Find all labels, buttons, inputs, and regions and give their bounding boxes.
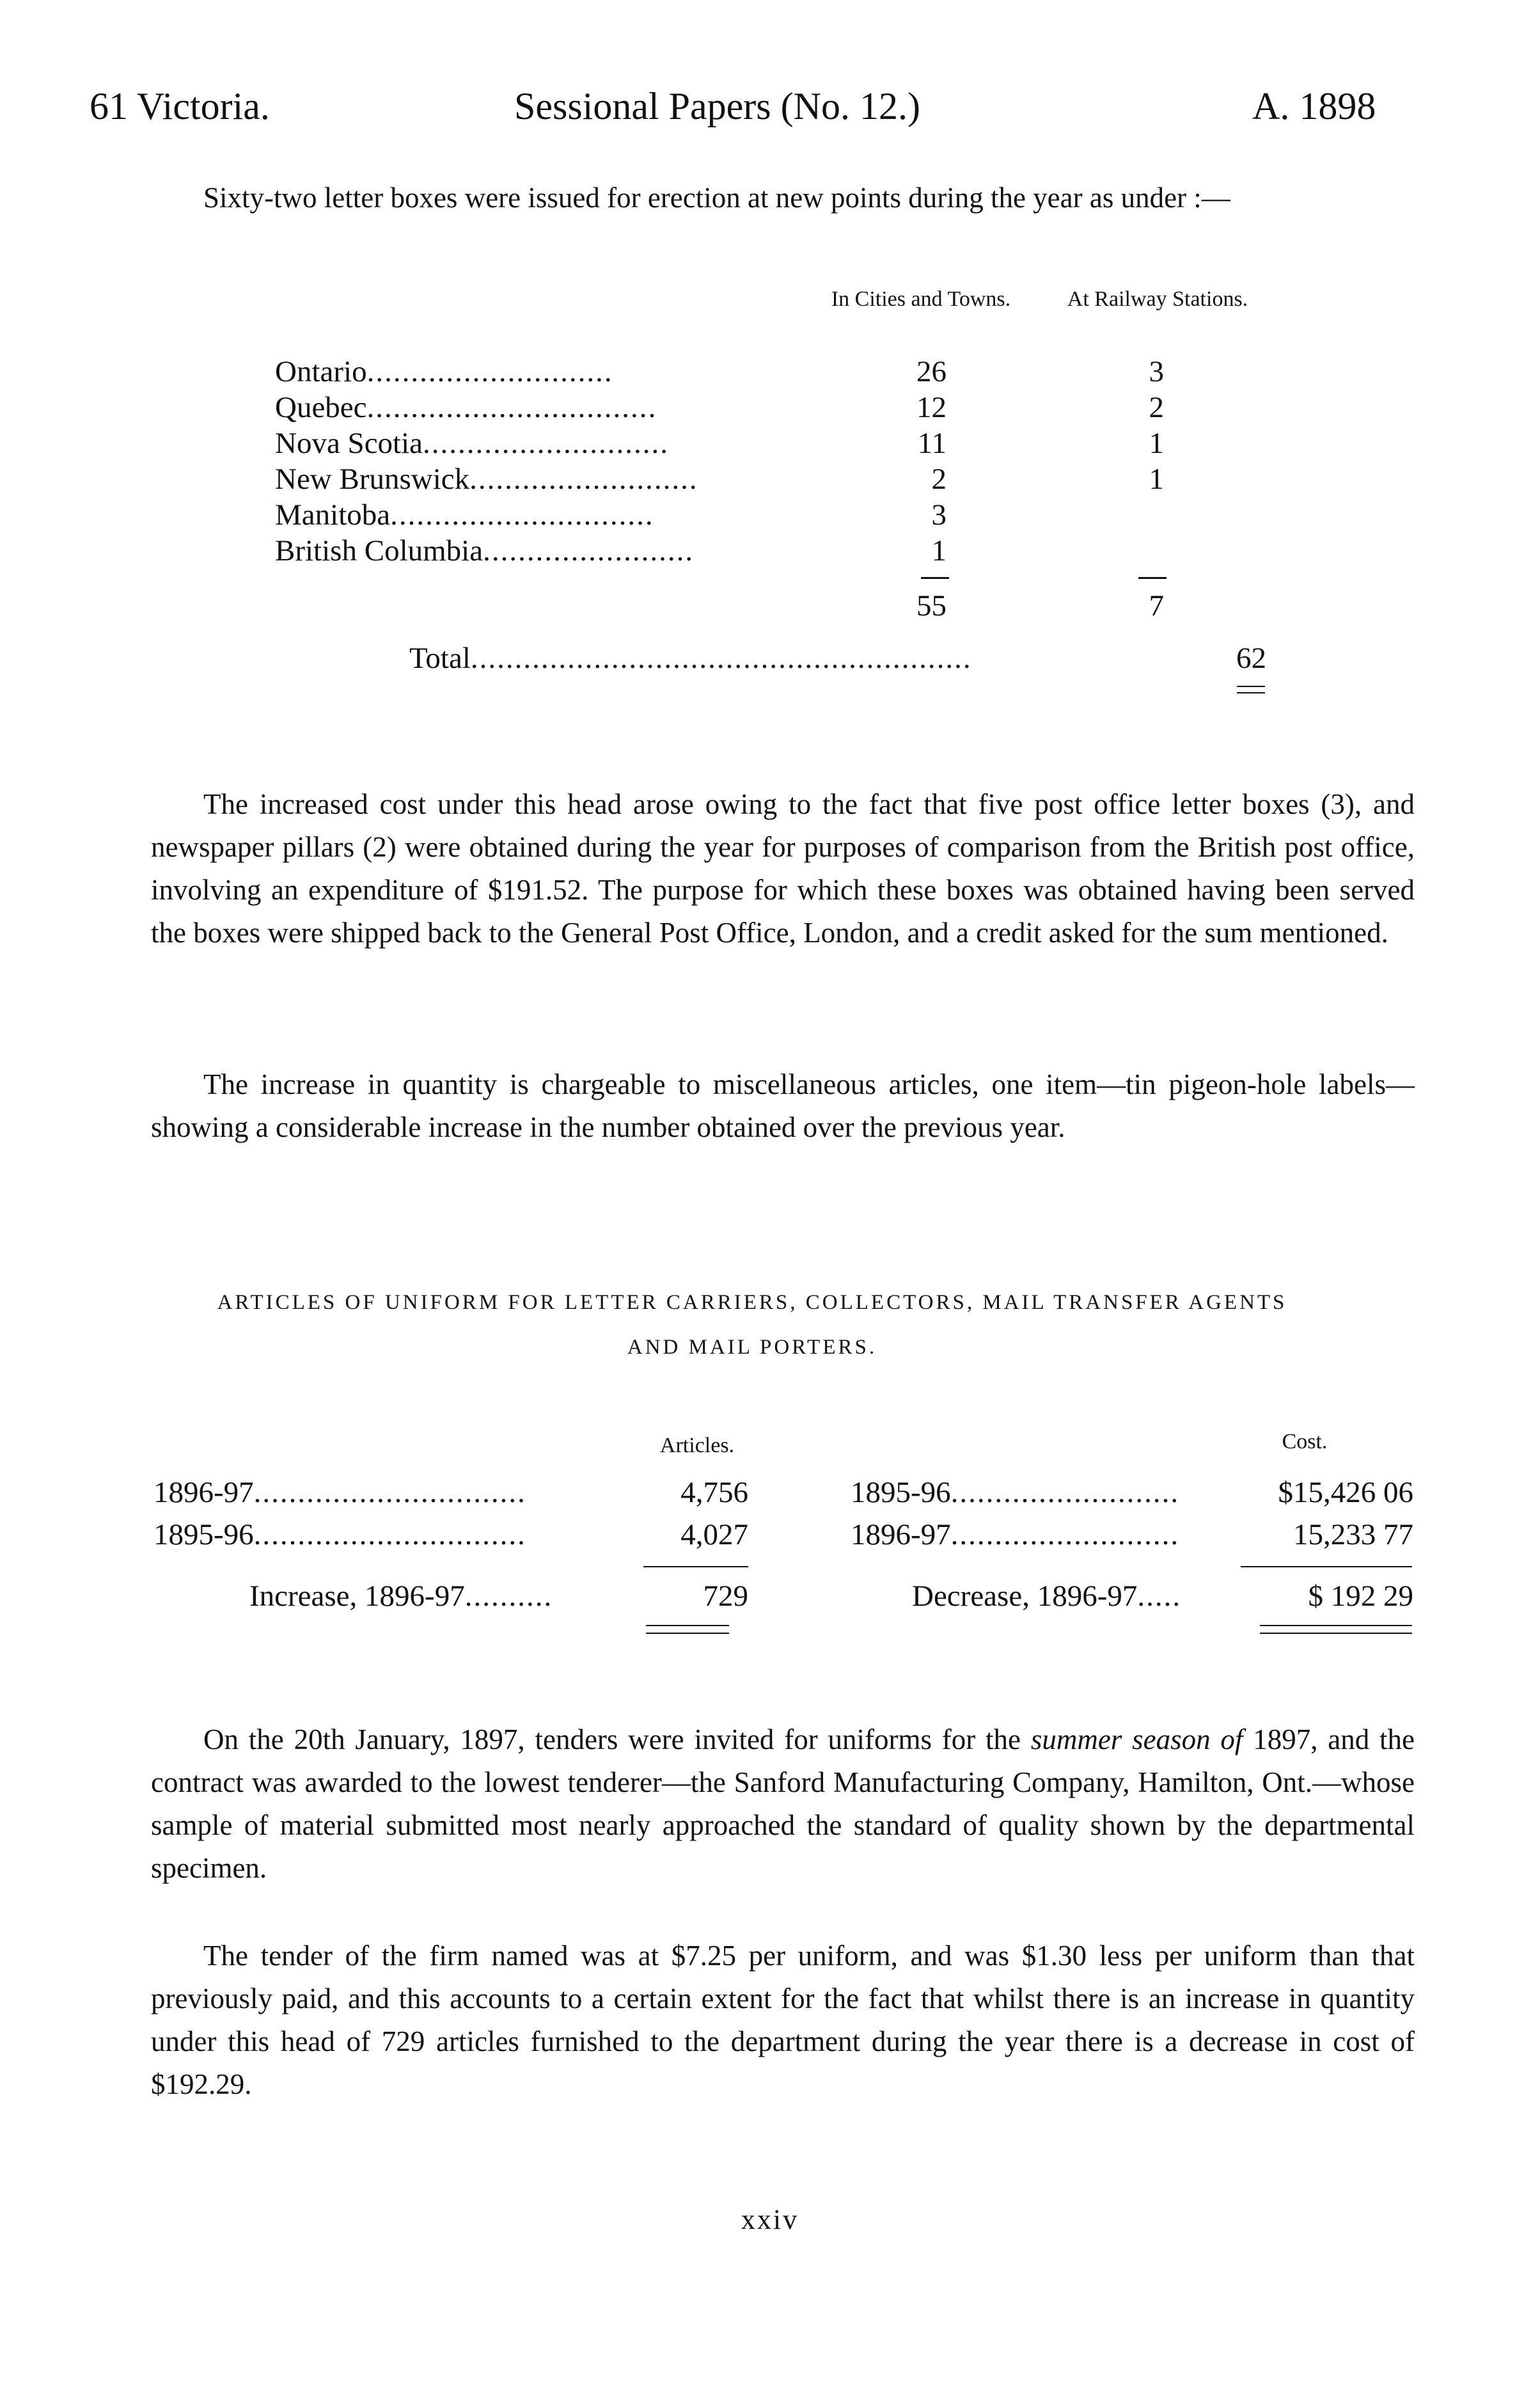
section-title-line-2: AND MAIL PORTERS. <box>627 1336 877 1359</box>
articles-double-rule-2 <box>646 1633 729 1634</box>
railway-value: 1 <box>1149 463 1164 496</box>
leader-dots: .............................. <box>390 498 654 532</box>
province-name: Ontario <box>275 355 367 388</box>
cities-value: 3 <box>931 498 947 532</box>
tenders-text-italic: summer season of <box>1030 1723 1243 1755</box>
leader-dots: .......................... <box>469 463 698 496</box>
year-label: 1895-96 <box>153 1518 254 1551</box>
railway-value: 3 <box>1149 355 1164 388</box>
cost-decrease-text: Decrease, 1896-97 <box>912 1579 1138 1613</box>
year-label: 1895-96 <box>851 1476 951 1509</box>
sum-cities: 55 <box>916 589 947 622</box>
running-head-left: 61 Victoria. <box>90 85 270 127</box>
box-row-label <box>275 462 698 496</box>
total-value: 62 <box>1236 642 1266 675</box>
cost-double-rule-1 <box>1260 1625 1412 1626</box>
railway-value: 1 <box>1149 427 1164 460</box>
year-label: 1896-97 <box>153 1476 254 1509</box>
year-label: 1896-97 <box>851 1518 951 1551</box>
running-head-right: A. 1898 <box>1252 85 1376 127</box>
leader-dots: ............................ <box>423 427 670 460</box>
leader-dots: ................................. <box>366 391 657 424</box>
cost-decrease-label <box>912 1579 1181 1613</box>
cost-row-label <box>851 1475 1179 1510</box>
cost-row-label <box>851 1517 1179 1552</box>
province-name: British Columbia <box>275 534 483 567</box>
intro-paragraph: Sixty-two letter boxes were issued for erection at new points during the year as under :— <box>203 182 1230 214</box>
leader-dots: ............................... <box>253 1476 526 1509</box>
column-header-railway: At Railway Stations. <box>1067 287 1248 311</box>
articles-increase-text: Increase, 1896-97 <box>249 1579 465 1613</box>
paragraph-increased-cost: The increased cost under this head arose owing to the fact that five post office letter boxes (3), and newspaper pillars (2) were obtained during the year for purposes of comparison from the British post office, involving an expenditure of $191.52. The purpose for which these boxes was obtained having been served the boxes were shipped back to the General Post Office, London, and a credit asked for the sum mentioned. <box>151 788 1415 949</box>
cities-value: 12 <box>916 391 947 424</box>
province-name: Quebec <box>275 391 367 424</box>
cost-row-value: 15,233 77 <box>1293 1518 1413 1551</box>
cost-header: Cost. <box>1282 1430 1328 1453</box>
articles-header: Articles. <box>659 1434 735 1457</box>
articles-row-label <box>153 1517 526 1552</box>
articles-row-value: 4,027 <box>680 1518 748 1551</box>
box-row-label <box>275 390 657 425</box>
articles-row-label <box>153 1475 526 1510</box>
province-name: New Brunswick <box>275 463 470 496</box>
cost-rule <box>1241 1566 1412 1567</box>
articles-increase-dots: .......... <box>464 1579 553 1613</box>
running-head-center: Sessional Papers (No. 12.) <box>514 85 920 127</box>
section-title: ARTICLES OF UNIFORM FOR LETTER CARRIERS, COLLECTORS, MAIL TRANSFER AGENTS <box>217 1291 1287 1314</box>
page-number: xxiv <box>741 2204 799 2235</box>
cities-value: 26 <box>916 355 947 388</box>
cities-value: 2 <box>931 463 947 496</box>
total-label <box>409 641 972 676</box>
cost-row-value: $15,426 06 <box>1278 1476 1413 1509</box>
articles-double-rule-1 <box>646 1625 729 1626</box>
cost-decrease-value: $ 192 29 <box>1308 1579 1413 1613</box>
leader-dots: .......................... <box>950 1518 1180 1551</box>
box-row-label <box>275 354 613 389</box>
total-double-rule-1 <box>1237 686 1265 687</box>
box-row-label <box>275 426 669 461</box>
leader-dots: ............................... <box>253 1518 526 1551</box>
tenders-text-a: On the 20th January, 1897, tenders were invited for uniforms for the <box>203 1723 1031 1755</box>
province-name: Nova Scotia <box>275 427 423 460</box>
leader-dots: .......................... <box>950 1476 1180 1509</box>
sum-rule-railway <box>1138 577 1167 579</box>
column-header-cities: In Cities and Towns. <box>831 287 1011 311</box>
box-row-label <box>275 498 654 532</box>
sum-rule-cities <box>921 577 949 579</box>
articles-rule <box>643 1566 748 1567</box>
cities-value: 1 <box>931 534 947 567</box>
province-name: Manitoba <box>275 498 391 532</box>
articles-row-value: 4,756 <box>680 1476 748 1509</box>
total-double-rule-2 <box>1237 692 1265 693</box>
articles-increase-label <box>249 1579 553 1613</box>
leader-dots: ............................ <box>366 355 613 388</box>
tenders-text-b: 1897, and the contract was awarded to the lowest tenderer—the Sanford Manufacturing Company, Hamilton, Ont.—whose sample of material submitted most nearly approached the standard of quality shown by the departmental specimen. <box>151 1723 1415 1884</box>
paragraph-tender-price: The tender of the firm named was at $7.25 per uniform, and was $1.30 less per uniform than that previously paid, and this accounts to a certain extent for the fact that whilst there is an increase in quantity under this head of 729 articles furnished to the department during the year there is a decrease in cost of $192.29. <box>151 1940 1415 2100</box>
paragraph-tenders <box>151 1718 1415 1890</box>
box-row-label <box>275 534 694 568</box>
railway-value: 2 <box>1149 391 1164 424</box>
leader-dots: ........................ <box>483 534 695 567</box>
paragraph-increase-quantity: The increase in quantity is chargeable to miscellaneous articles, one item—tin pigeon-hole labels—showing a considerable increase in the number obtained over the previous year. <box>151 1068 1415 1143</box>
total-dots: ......................................................... <box>470 642 972 675</box>
cost-decrease-dots: ..... <box>1137 1579 1182 1613</box>
total-label-text: Total <box>409 642 471 675</box>
sum-railway: 7 <box>1149 589 1164 622</box>
articles-increase-value: 729 <box>703 1579 748 1613</box>
cities-value: 11 <box>917 427 947 460</box>
cost-double-rule-2 <box>1260 1633 1412 1634</box>
